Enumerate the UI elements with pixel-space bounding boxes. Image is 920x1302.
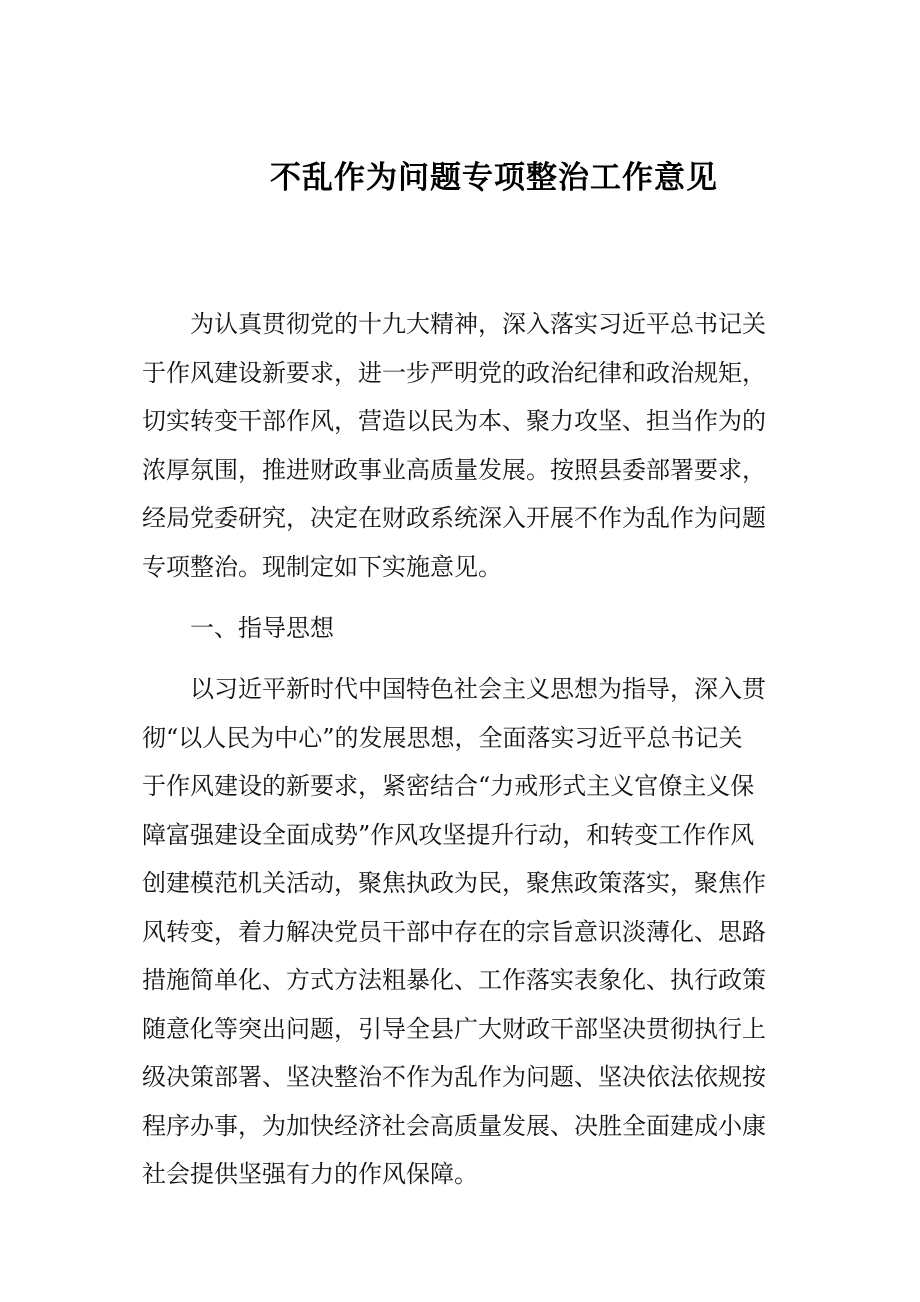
paragraph-line: 浓厚氛围，推进财政事业高质量发展。按照县委部署要求， xyxy=(142,455,766,484)
paragraph-line: 级决策部署、坚决整治不作为乱作为问题、坚决依法依规按 xyxy=(142,1063,766,1091)
paragraph-line: 随意化等突出问题，引导全县广大财政干部坚决贯彻执行上 xyxy=(142,1014,766,1043)
paragraph-intro xyxy=(142,300,794,591)
section-heading-guiding-ideology: 一、指导思想 xyxy=(190,614,334,642)
paragraph-line: 于作风建设的新要求，紧密结合“力戒形式主义官僚主义保 xyxy=(142,772,755,800)
spacer xyxy=(142,591,794,603)
paragraph-line: 障富强建设全面成势”作风攻坚提升行动，和转变工作作风 xyxy=(142,820,755,849)
spacer xyxy=(142,653,794,665)
paragraph-line: 创建模范机关活动，聚焦执政为民，聚焦政策落实，聚焦作 xyxy=(142,869,766,897)
paragraph-line: 风转变，着力解决党员干部中存在的宗旨意识淡薄化、思路 xyxy=(142,917,766,946)
document-title: 不乱作为问题专项整治工作意见 xyxy=(270,160,718,196)
paragraph-line: 社会提供坚强有力的作风保障。 xyxy=(142,1160,478,1188)
paragraph-guiding-ideology xyxy=(142,665,794,1199)
paragraph-line: 程序办事，为加快经济社会高质量发展、决胜全面建成小康 xyxy=(142,1111,766,1140)
paragraph-line: 经局党委研究，决定在财政系统深入开展不作为乱作为问题 xyxy=(142,504,766,532)
paragraph-line: 彻“以人民为中心”的发展思想，全面落实习近平总书记关 xyxy=(142,723,743,752)
paragraph-line: 专项整治。现制定如下实施意见。 xyxy=(142,552,502,581)
document-body xyxy=(142,300,794,1199)
paragraph-line: 于作风建设新要求，进一步严明党的政治纪律和政治规矩， xyxy=(142,358,766,387)
paragraph-line: 以习近平新时代中国特色社会主义思想为指导，深入贯 xyxy=(190,675,766,703)
paragraph-line: 措施简单化、方式方法粗暴化、工作落实表象化、执行政策 xyxy=(142,966,766,994)
paragraph-line: 切实转变干部作风，营造以民为本、聚力攻坚、担当作为的 xyxy=(142,407,766,435)
paragraph-line: 为认真贯彻党的十九大精神，深入落实习近平总书记关 xyxy=(190,310,766,338)
